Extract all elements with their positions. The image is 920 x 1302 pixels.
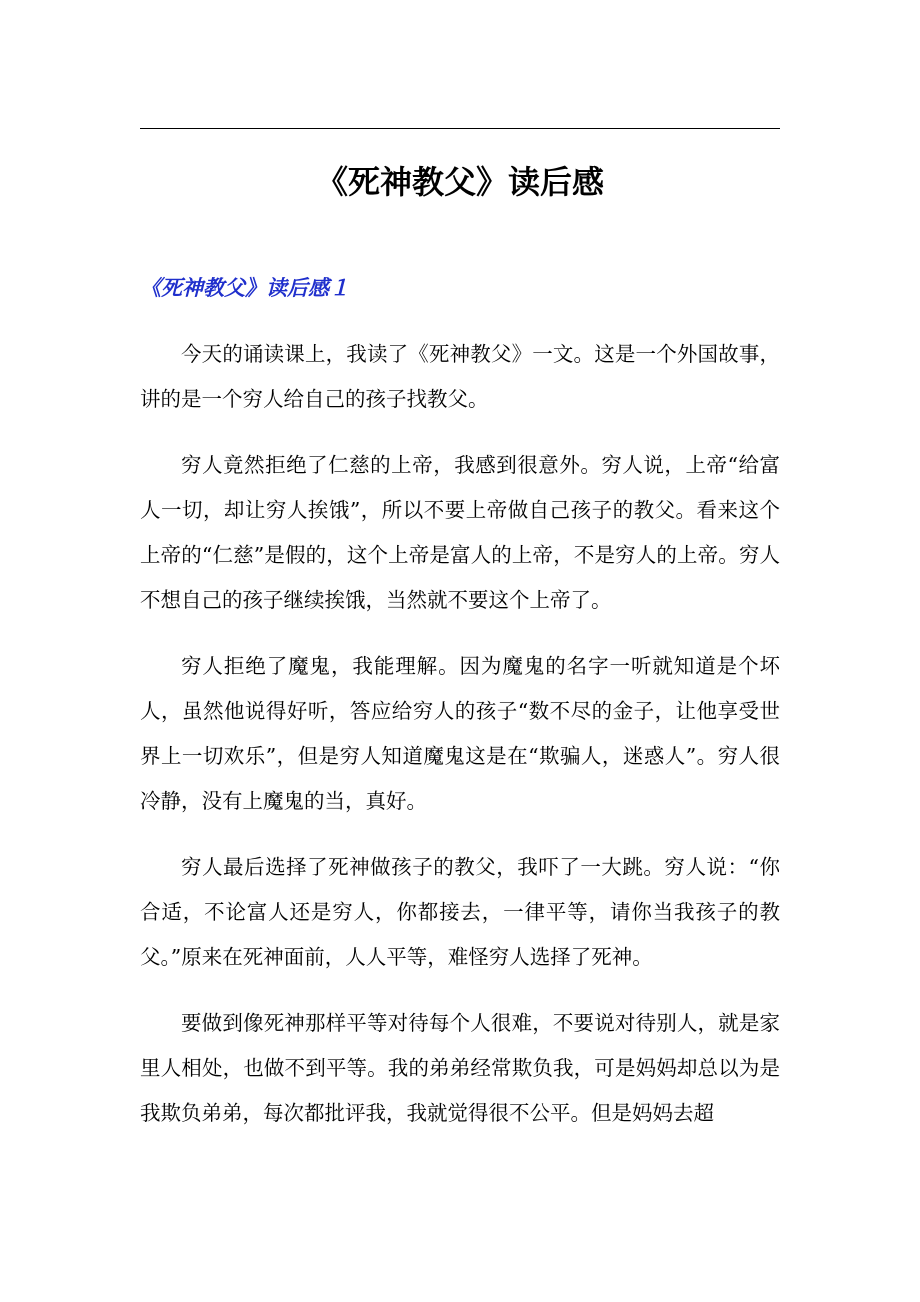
section-heading: 《死神教父》读后感１: [140, 276, 350, 300]
document-title: 《死神教父》读后感: [315, 163, 604, 201]
paragraph: 穷人拒绝了魔鬼，我能理解。因为魔鬼的名字一听就知道是个坏人，虽然他说得好听，答应给穷人的孩子“数不尽的金子，让他享受世界上一切欢乐”，但是穷人知道魔鬼这是在“欺骗人，迷惑人”。穷人很冷静，没有上魔鬼的当，真好。: [140, 654, 780, 813]
paragraph: 穷人最后选择了死神做孩子的教父，我吓了一大跳。穷人说：“你合适，不论富人还是穷人，你都接去，一律平等，请你当我孩子的教父。”原来在死神面前，人人平等，难怪穷人选择了死神。: [140, 855, 780, 969]
paragraph: 要做到像死神那样平等对待每个人很难，不要说对待别人，就是家里人相处，也做不到平等。我的弟弟经常欺负我，可是妈妈却总以为是我欺负弟弟，每次都批评我，我就觉得很不公平。但是妈妈去超: [140, 1011, 780, 1125]
paragraph: 今天的诵读课上，我读了《死神教父》一文。这是一个外国故事，讲的是一个穷人给自己的孩子找教父。: [140, 342, 780, 411]
paragraph: 穷人竟然拒绝了仁慈的上帝，我感到很意外。穷人说，上帝“给富人一切，却让穷人挨饿”，所以不要上帝做自己孩子的教父。看来这个上帝的“仁慈”是假的，这个上帝是富人的上帝，不是穷人的上帝。穷人不想自己的孩子继续挨饿，当然就不要这个上帝了。: [140, 453, 780, 612]
header-rule: [140, 128, 780, 129]
body-text: [140, 332, 780, 1157]
